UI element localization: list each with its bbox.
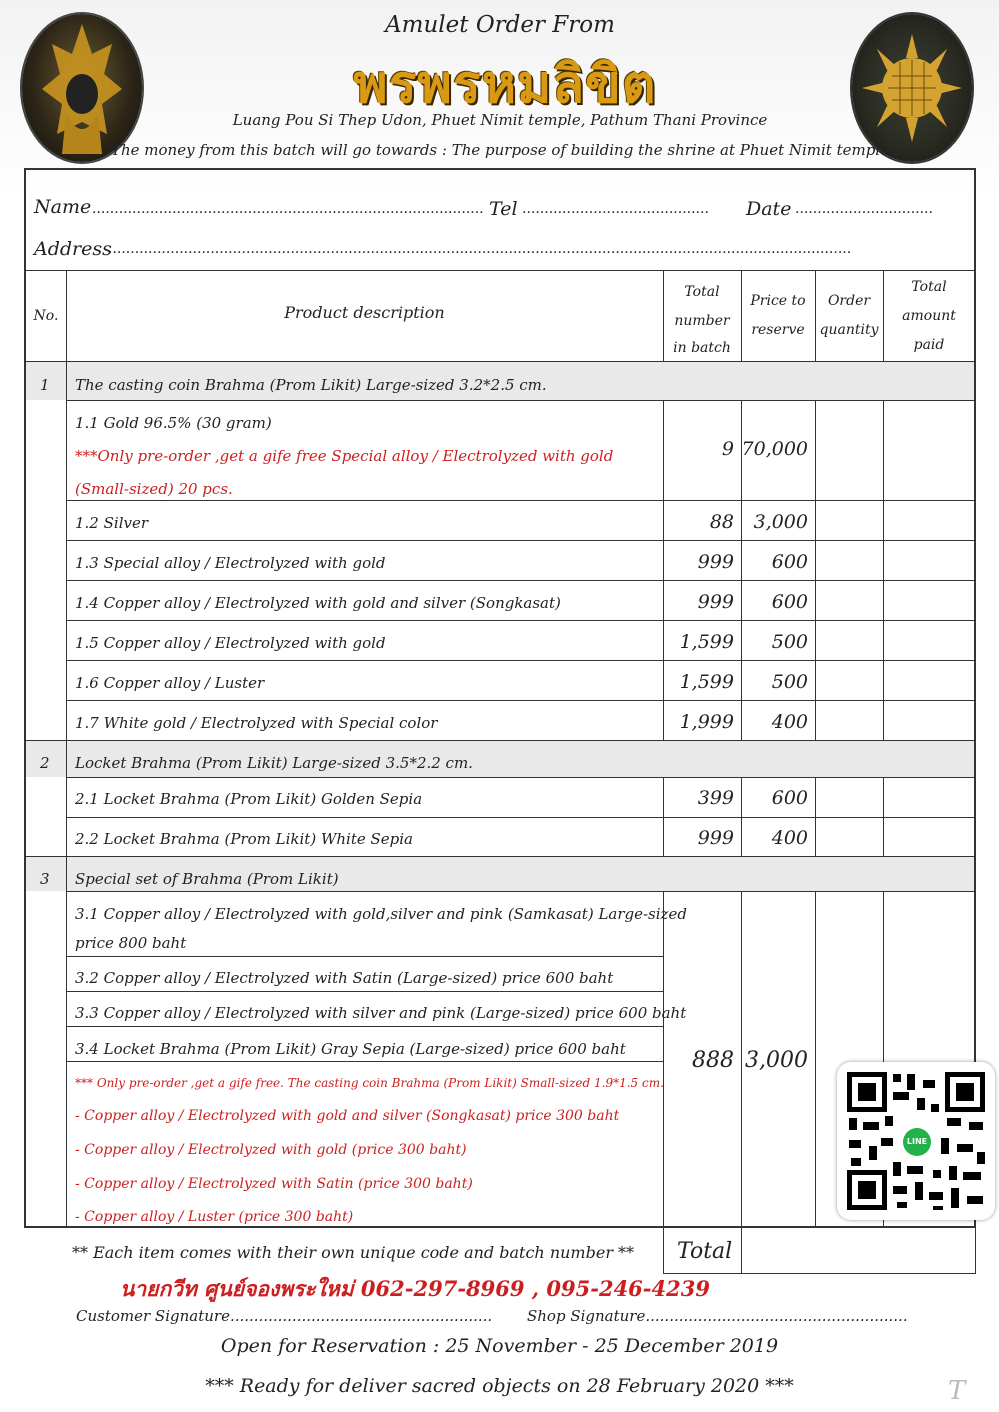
item-price: 500 [771,631,808,653]
item-description: 3.3 Copper alloy / Electrolyzed with silver and pink (Large-sized) price 600 baht [75,1004,687,1022]
item-total-in-batch: 9 [721,438,734,460]
item-price: 500 [771,671,808,693]
item-total-in-batch: 1,599 [679,671,734,693]
item-price: 3,000 [753,511,808,533]
item-description: 1.4 Copper alloy / Electrolyzed with gold and silver (Songkasat) [75,594,561,612]
item-total-in-batch: 1,599 [679,631,734,653]
item-total-in-batch: 1,999 [679,711,734,733]
delivery-date: *** Ready for deliver sacred objects on 28 February 2020 *** [205,1375,794,1397]
item-description: 3.4 Locket Brahma (Prom Likit) Gray Sepia (Large-sized) price 600 baht [75,1040,626,1058]
section-title: Special set of Brahma (Prom Likit) [75,870,339,888]
item-description: 1.3 Special alloy / Electrolyzed with gold [75,554,386,572]
item-total-in-batch: 999 [697,591,734,613]
item-description: 1.5 Copper alloy / Electrolyzed with gold [75,634,386,652]
col-price-l2: reserve [751,322,805,338]
set-total-in-batch: 888 [692,1048,734,1073]
col-amount-paid-l2: amount [902,308,956,324]
item-price: 70,000 [741,438,808,460]
item-note: ***Only pre-order ,get a gife free Special alloy / Electrolyzed with gold [75,447,614,465]
name-label: Name [34,196,92,218]
shop-signature[interactable]: Shop Signature....................................................... [527,1307,908,1325]
col-order-qty-l2: quantity [819,322,879,338]
item-total-in-batch: 88 [709,511,734,533]
item-total-in-batch: 999 [697,827,734,849]
col-total-batch-l1: Total [684,284,720,300]
col-price-l1: Price to [750,293,806,309]
item-price: 400 [771,827,808,849]
section-title: The casting coin Brahma (Prom Likit) Large-sized 3.2*2.5 cm. [75,376,547,394]
col-amount-paid-l1: Total [911,279,947,295]
watermark-logo: T [948,1376,966,1406]
brand-logo-text: พรพรหมลิขิต [353,55,657,115]
address-field[interactable]: ....................................................................................................................................................................... [108,241,852,257]
item-description: 1.2 Silver [75,514,149,532]
col-description-header: Product description [284,303,445,322]
col-no-header: No. [33,308,59,324]
bonus-note: - Copper alloy / Electrolyzed with gold and silver (Songkasat) price 300 baht [75,1108,620,1124]
name-field[interactable]: ........................................................................................ [92,201,484,217]
item-note: (Small-sized) 20 pcs. [75,480,233,498]
address-label: Address [34,238,112,260]
item-price: 600 [771,591,808,613]
item-total-in-batch: 999 [697,551,734,573]
date-field[interactable]: ............................... [795,201,933,217]
item-price: 400 [771,711,808,733]
item-description: 2.2 Locket Brahma (Prom Likit) White Sepia [75,830,413,848]
item-description: price 800 baht [75,934,187,952]
item-price: 600 [771,787,808,809]
col-total-batch-l2: number [674,313,730,329]
item-price: 600 [771,551,808,573]
col-amount-paid-l3: paid [913,337,945,353]
reservation-period: Open for Reservation : 25 November - 25 December 2019 [220,1335,779,1357]
date-label: Date [746,198,792,220]
line-app-icon: LINE [903,1128,931,1156]
col-order-qty-l1: Order [827,293,871,309]
bonus-note: - Copper alloy / Electrolyzed with gold (price 300 baht) [75,1142,467,1158]
sun-coin-amulet-image [852,14,972,162]
section-number: 1 [40,376,50,394]
item-description: 3.1 Copper alloy / Electrolyzed with gold,silver and pink (Samkasat) Large-sized [75,905,687,923]
header-title: Amulet Order From [385,12,615,38]
bonus-note: *** Only pre-order ,get a gife free. The casting coin Brahma (Prom Likit) Small-sized 1.9*1.5 cm. [75,1076,664,1090]
line-qr-code[interactable] [837,1062,995,1220]
item-description: 1.1 Gold 96.5% (30 gram) [75,414,272,432]
item-total-in-batch: 399 [697,787,734,809]
item-description: 1.7 White gold / Electrolyzed with Special color [75,714,438,732]
tel-field[interactable]: .......................................... [522,201,709,217]
total-label: Total [677,1239,733,1264]
temple-subtitle: Luang Pou Si Thep Udon, Phuet Nimit temple, Pathum Thani Province [232,111,768,129]
bonus-note: - Copper alloy / Luster (price 300 baht) [75,1209,354,1225]
col-total-batch-l3: in batch [673,340,731,356]
section-number: 3 [40,870,50,888]
set-price: 3,000 [745,1048,808,1073]
unique-code-note: ** Each item comes with their own unique code and batch number ** [72,1243,635,1262]
bonus-note: - Copper alloy / Electrolyzed with Satin (price 300 baht) [75,1176,473,1192]
tel-label: Tel [489,198,518,220]
section-title: Locket Brahma (Prom Likit) Large-sized 3.5*2.2 cm. [75,754,473,772]
item-description: 2.1 Locket Brahma (Prom Likit) Golden Sepia [75,790,423,808]
brahma-amulet-image [22,14,142,162]
item-description: 3.2 Copper alloy / Electrolyzed with Satin (Large-sized) price 600 baht [75,969,614,987]
customer-signature[interactable]: Customer Signature....................................................... [76,1307,493,1325]
item-description: 1.6 Copper alloy / Luster [75,674,265,692]
contact-phone: นายกวีท ศูนย์จองพระใหม่ 062-297-8969 , 095-246-4239 [120,1276,710,1301]
section-number: 2 [40,754,50,772]
purpose-text: The money from this batch will go towards : The purpose of building the shrine at Phuet Nimit temple [110,141,890,159]
